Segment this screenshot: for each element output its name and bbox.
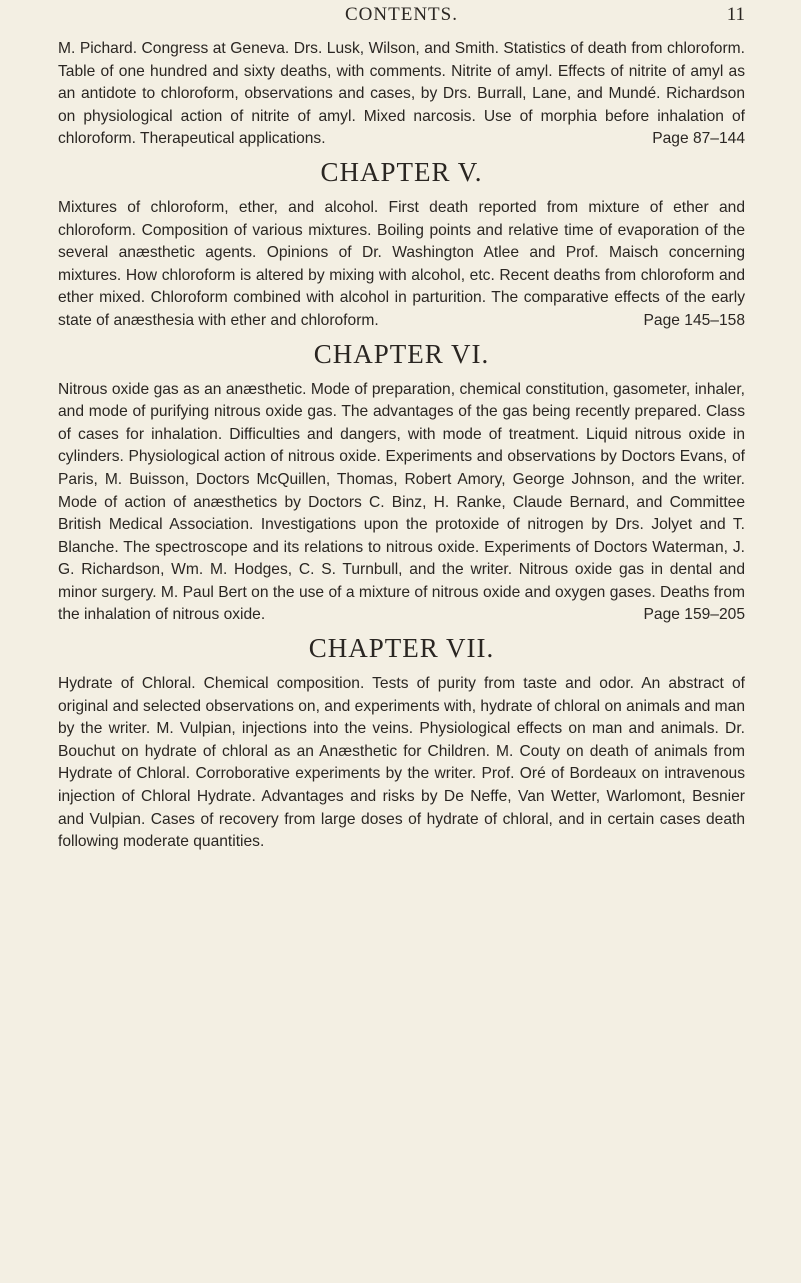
contents-entry-chapter-iv-continued [58, 38, 745, 151]
contents-entry-chapter-v [58, 197, 745, 333]
entry-text: Hydrate of Chloral. Chemical composition. Tests of purity from taste and odor. An abstract of original and selected observations on, and experiments with, hydrate of chloral on animals and man by the writer. M. Vulpian, injections into the veins. Physiological effects on man and animals. Dr. Bouchut on hydrate of chloral as an Anæsthetic for Children. M. Couty on death of animals from Hydrate of Chloral. Corroborative experiments by the writer. Prof. Oré of Bordeaux on intravenous injection of Chloral Hydrate. Advantages and risks by De Neffe, Van Wetter, Warlomont, Besnier and Vulpian. Cases of recovery from large doses of hydrate of chloral, and in certain cases death following moderate quantities. [58, 675, 745, 851]
page-number: 11 [726, 4, 745, 25]
entry-pages: Page 145–158 [643, 311, 745, 329]
entry-text: M. Pichard. Congress at Geneva. Drs. Lusk, Wilson, and Smith. Statistics of death from chloroform. Table of one hundred and sixty deaths, with comments. Nitrite of amyl. Effects of nitrite of amyl as an antidote to chloroform, observations and cases, by Drs. Burrall, Lane, and Mundé. Richardson on physiological action of nitrite of amyl. Mixed narcosis. Use of morphia before inhalation of chloroform. Therapeutical applications. [58, 40, 745, 148]
contents-entry-chapter-vii [58, 673, 745, 854]
chapter-heading-vii: CHAPTER VII. [308, 633, 495, 664]
entry-pages: Page 87–144 [652, 130, 745, 148]
running-title: CONTENTS. [345, 4, 458, 25]
contents-entry-chapter-vi [58, 379, 745, 628]
running-head [58, 0, 745, 36]
chapter-heading-v: CHAPTER V. [320, 156, 483, 187]
chapter-heading-vi: CHAPTER VI. [313, 338, 490, 369]
entry-text: Mixtures of chloroform, ether, and alcohol. First death reported from mixture of ether and chloroform. Composition of various mixtures. Boiling points and relative time of evaporation of the several anæsthetic agents. Opinions of Dr. Washington Atlee and Prof. Maisch concerning mixtures. How chloroform is altered by mixing with alcohol, etc. Recent deaths from chloroform and ether mixed. Chloroform combined with alcohol in parturition. The comparative effects of the early state of anæsthesia with ether and chloroform. [58, 198, 745, 329]
entry-text: Nitrous oxide gas as an anæsthetic. Mode of preparation, chemical constitution, gasometer, inhaler, and mode of purifying nitrous oxide gas. The advantages of the gas being recently prepared. Class of cases for inhalation. Difficulties and dangers, with mode of treatment. Liquid nitrous oxide in cylinders. Physiological action of nitrous oxide. Experiments and observations by Doctors Evans, of Paris, M. Buisson, Doctors McQuillen, Thomas, Robert Amory, George Johnson, and the writer. Mode of action of anæsthetics by Doctors C. Binz, H. Ranke, Claude Bernard, and Committee British Medical Association. Investigations upon the protoxide of nitrogen by Drs. Jolyet and T. Blanche. The spectroscope and its relations to nitrous oxide. Experiments of Doctors Waterman, J. G. Richardson, Wm. M. Hodges, C. S. Turnbull, and the writer. Nitrous oxide gas in dental and minor surgery. M. Paul Bert on the use of a mixture of nitrous oxide and oxygen gases. Deaths from the inhalation of nitrous oxide. [58, 380, 745, 624]
entry-pages: Page 159–205 [643, 606, 745, 624]
